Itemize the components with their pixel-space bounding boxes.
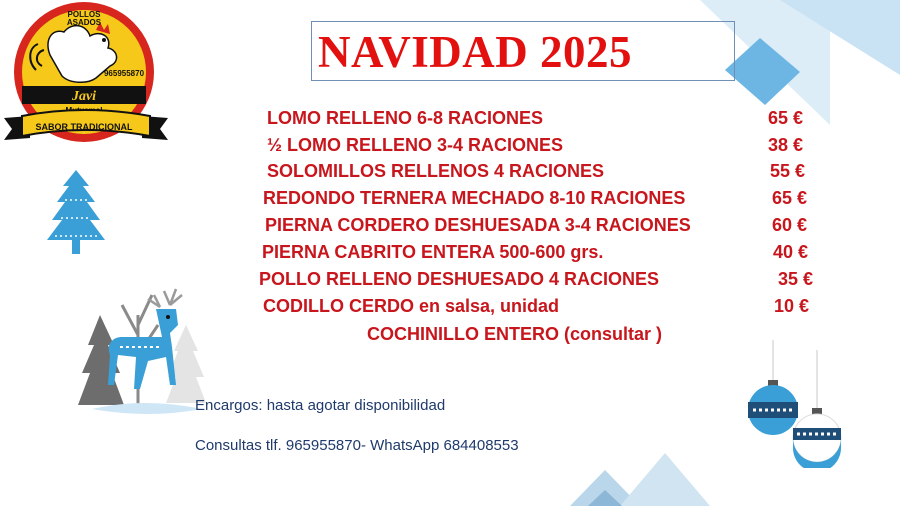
christmas-tree-icon [45,170,107,258]
christmas-ornaments-icon [745,340,845,468]
page-title: NAVIDAD 2025 [318,27,632,77]
logo-banner: SABOR TRADICIONAL [35,122,133,132]
background-triangles-bottom [560,445,740,506]
rooster-logo [0,0,172,150]
menu-price-8: 10 € [774,296,810,316]
menu-price-1: 65 € [768,108,804,128]
menu-item-6: PIERNA CABRITO ENTERA 500-600 grs. [262,242,604,262]
menu-item-7: POLLO RELLENO DESHUESADO 4 RACIONES [259,269,660,289]
menu-item-4: REDONDO TERNERA MECHADO 8-10 RACIONES [263,188,686,208]
menu-item-5: PIERNA CORDERO DESHUESADA 3-4 RACIONES [265,215,691,235]
menu-item-2: ½ LOMO RELLENO 3-4 RACIONES [267,135,564,155]
orders-note: Encargos: hasta agotar disponibilidad [195,397,446,414]
menu-item-3: SOLOMILLOS RELLENOS 4 RACIONES [267,161,605,181]
menu-item-1: LOMO RELLENO 6-8 RACIONES [267,108,544,128]
logo-top-text: POLLOS ASADOS [66,10,102,27]
logo-name: Javi [71,89,97,104]
menu-price-5: 60 € [772,215,808,235]
menu-price-6: 40 € [773,242,809,262]
menu-price-2: 38 € [768,135,804,155]
menu-item-8: CODILLO CERDO en salsa, unidad [263,296,560,316]
logo-phone: 965955870 [103,69,145,78]
menu-price-3: 55 € [770,161,806,181]
menu-price-7: 35 € [778,269,814,289]
menu-item-9: COCHINILLO ENTERO (consultar ) [367,324,663,344]
reindeer-illustration [78,285,208,425]
contact-note: Consultas tlf. 965955870- WhatsApp 684408553 [195,437,519,454]
menu-price-4: 65 € [772,188,808,208]
